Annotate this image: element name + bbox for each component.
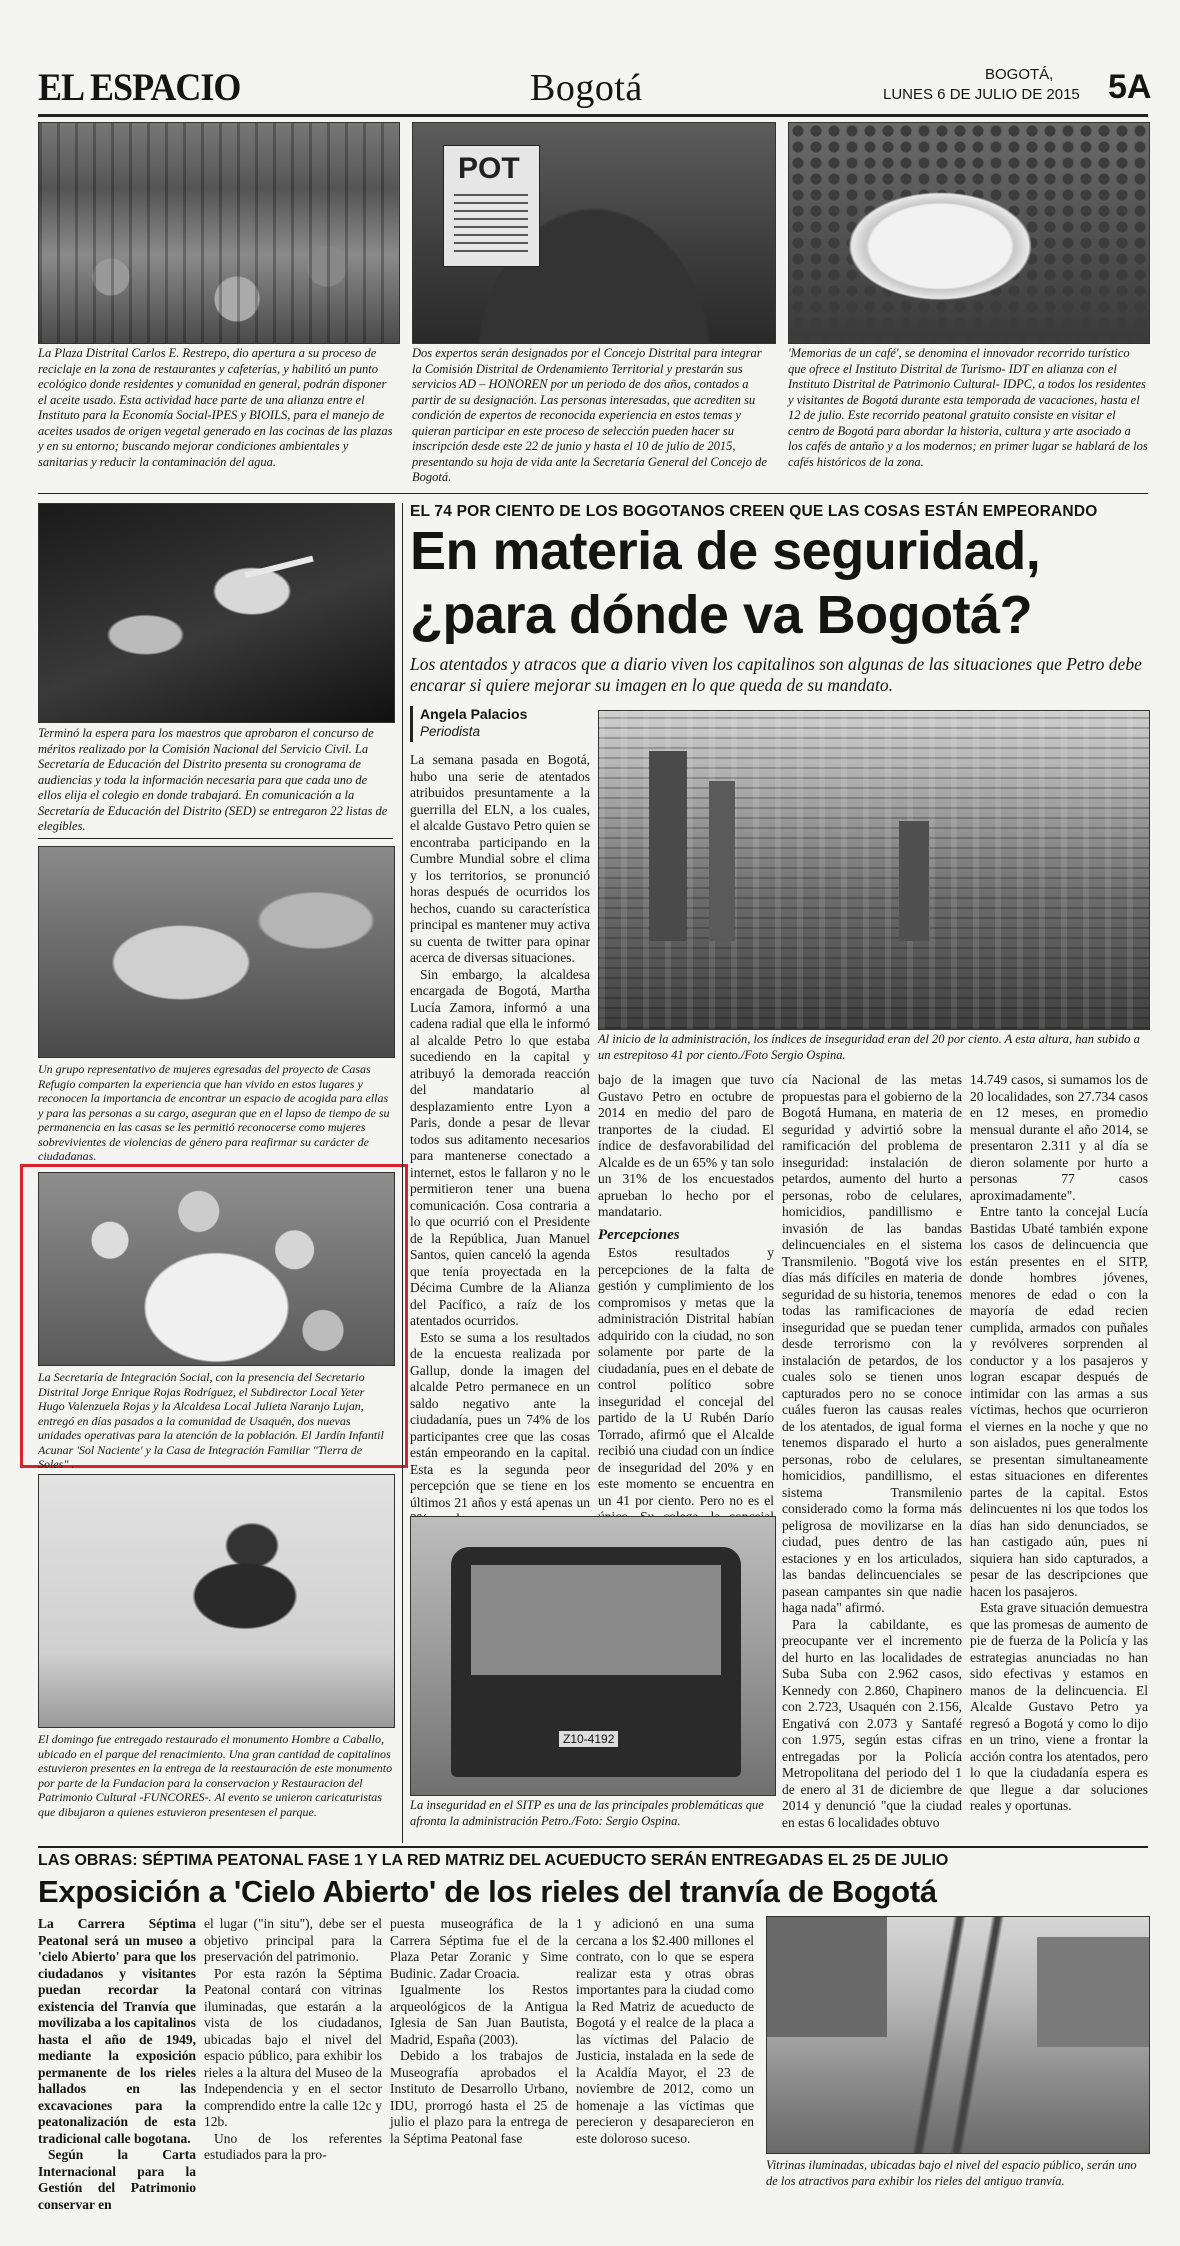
bottom-col2-para1: el lugar ("in situ"), debe ser el objetivo principal para la preservación del patrimonio. bbox=[204, 1916, 382, 1964]
main-column-2 bbox=[598, 1072, 774, 1508]
dateline-date: LUNES 6 DE JULIO DE 2015 bbox=[883, 86, 1080, 103]
teachers-photo bbox=[38, 503, 395, 723]
bottom-kicker: LAS OBRAS: SÉPTIMA PEATONAL FASE 1 Y LA RED MATRIZ DEL ACUEDUCTO SERÁN ENTREGADAS EL 25 DE JULIO bbox=[38, 1852, 949, 1869]
dateline-city: BOGOTÁ, bbox=[985, 66, 1054, 83]
bottom-column-1 bbox=[38, 1916, 196, 2216]
main-col1-para1: La semana pasada en Bogotá, hubo una serie de atentados atribuidos presuntamente a la guerrilla del ELN, a los cuales, el alcalde Gustavo Petro quien se encontraba participando en la Cumbre Mundial sobre el clima y los territorios, se pronunció horas después de ocurridos los hechos, cuando su característica principal es mantener muy activa su cuenta de twitter para opinar acerca de diversas situaciones. bbox=[410, 752, 590, 965]
tram-caption: Vitrinas iluminadas, ubicadas bajo el nivel del espacio público, serán uno de los atractivos para exhibir los rieles del antiguo tranvía. bbox=[766, 2158, 1137, 2188]
main-col2-para1: bajo de la imagen que tuvo Gustavo Petro en octubre de 2014 en medio del paro de tranportes de la ciudad. El índice de desfavorabilidad del Alcalde es de un 65% y tan solo un 31% de los encuestados aprueban lo hecho por el mandatario. bbox=[598, 1072, 774, 1219]
coffee-caption: 'Memorias de un café', se denomina el innovador recorrido turístico que ofrece el Instituto Distrital de Turismo- IDT en alianza con el Instituto Distrital de Patrimonio Cultural- IDPC, a todos los residentes y visitantes de Bogotá durante esta temporada de vacaciones, hasta el 12 de julio. Este recorrido peatonal gratuito consiste en visitar el centro de Bogotá para abordar la historia, cultura y arte asociado a los cafés de antaño y a los modernos; en primer lugar se hablará de los cafés históricos de la zona. bbox=[788, 346, 1148, 469]
bottom-column-3 bbox=[390, 1916, 568, 2216]
page-number: 5A bbox=[1108, 68, 1152, 106]
main-column-1 bbox=[410, 752, 590, 1512]
pot-banner bbox=[443, 145, 540, 267]
statue-photo bbox=[38, 1474, 395, 1728]
bus-photo bbox=[410, 1516, 776, 1796]
bottom-col1-para1: La Carrera Séptima Peatonal será un museo a 'cielo Abierto' para que los ciudadanos y visitantes puedan recordar la existencia del Tranvía que movilizaba a los capitalinos hasta el año de 1949, mediante la exposición permanente de los rieles hallados en las excavaciones para la peatonalización de esta tradicional calle bogotana. bbox=[38, 1916, 196, 2146]
main-column-3 bbox=[782, 1072, 962, 1842]
women-caption: Un grupo representativo de mujeres egresadas del proyecto de Casas Refugio comparten la experiencia que han vivido en estos lugares y reconocen la importancia de encontrar un espacio de acogida para ellas y para las personas a su cargo, aseguran que en el lapso de tiempo de su permanencia en las casas se les permitió reconocerse como mujeres sobrevivientes de violencias de género para reafirmar su carácter de ciudadanas. bbox=[38, 1062, 390, 1163]
masthead-rule bbox=[38, 114, 1148, 117]
bottom-column-4 bbox=[576, 1916, 754, 2216]
tram-rails-photo bbox=[766, 1916, 1150, 2154]
main-headline-line2: ¿para dónde va Bogotá? bbox=[410, 585, 1033, 645]
statue-caption: El domingo fue entregado restaurado el monumento Hombre a Caballo, ubicado en el parque del renacimiento. Una gran cantidad de capitalinos estuvieron presentes en la entrega de la reestauración de este monumento por parte de la Fundacion para la conservacion y Restauracion del Patrimonio Cultural -FUNCORES-. Al evento se unieron caricaturistas que dibujaron a quienes estuvieron presentesen el parque. bbox=[38, 1732, 393, 1819]
bottom-col4-para1: 1 y adicionó en una suma cercana a los $2.400 millones el contrato, con lo que se espera realizar esta y otras obras importantes para la ciudad como la Red Matriz de acueducto de Bogotá y el realce de la placa a las víctimas del Palacio de Justicia, instalada en la sede de la Acaldía Mayor, el 23 de noviembre de 2012, como un homenaje a las víctimas que perecieron y desaparecieron en este doloroso suceso. bbox=[576, 1916, 754, 2146]
main-col4-para3: Esta grave situación demuestra que las promesas de aumento de pie de fuerza de la Policía y las estrategias anunciadas no han sido efectivas y estamos en manos de la delincuencia. El Alcalde Gustavo Petro ya regresó a Bogotá y como lo dijo en un trino, viene a frontar la acción contra los atentados, pero lo que la ciudadanía espera es que llegue a dar soluciones reales y oportunas. bbox=[970, 1600, 1148, 1813]
teachers-caption: Terminó la espera para los maestros que aprobaron el concurso de méritos realizado por la Comisión Nacional del Servicio Civil. La Secretaría de Educación del Distrito presenta su cronograma de audiencias y toda la información necesaria para que cada uno de ellos elija el colegio en donde trabajará. En comunicación a la Secretaría de Educación del Distrito (SED) se entregaron 22 listas de elegibles. bbox=[38, 726, 388, 833]
top-row-rule bbox=[38, 493, 1148, 494]
market-caption: La Plaza Distrital Carlos E. Restrepo, dio apertura a su proceso de reciclaje en la zona de restaurantes y cafeterías, y habilitó un punto ecológico donde residentes y comunidad en general, podrán disponer el aceite usado. Esta actividad hace parte de una alianza entre el Instituto para la Economía Social-IPES y BIOILS, para el manejo de aceites usados de origen vegetal generado en las cocinas de las plazas y en su entorno; buscando mejorar condiciones ambientales y sanitarias y reducir la contaminación del agua. bbox=[38, 346, 393, 469]
author-name: Angela Palacios bbox=[420, 706, 528, 722]
bottom-col1-para2: Según la Carta Internacional para la Gestión del Patrimonio conservar en bbox=[38, 2147, 196, 2212]
main-col1-para3: Esto se suma a los resultados de la encuesta realizada por Gallup, donde la imagen del alcalde Petro permanece en un saldo negativo ante la ciudadanía, pues un 74% de los participantes cree que las cosas están empeorando en la capital. Esta es la segunda peor percepción que se tiene en los últimos 21 años y está apenas un bbox=[410, 1329, 590, 1510]
bus-caption: La inseguridad en el SITP es una de las principales problemáticas que afronta la administración Petro./Foto: Sergio Ospina. bbox=[410, 1798, 764, 1828]
main-kicker: EL 74 POR CIENTO DE LOS BOGOTANOS CREEN QUE LAS COSAS ESTÁN EMPEORANDO bbox=[410, 503, 1098, 520]
author-role: Periodista bbox=[420, 724, 481, 739]
main-column-4 bbox=[970, 1072, 1148, 1842]
market-photo bbox=[38, 122, 400, 344]
city-skyline-photo bbox=[598, 710, 1150, 1030]
section-title: Bogotá bbox=[530, 67, 643, 109]
women-photo bbox=[38, 846, 395, 1058]
pot-caption: Dos expertos serán designados por el Concejo Distrital para integrar la Comisión Distrital de Ordenamiento Territorial y prestarán sus servicios AD – HONOREN por un periodo de dos años, contados a partir de su designación. Las personas interesadas, que acrediten su condición de expertos de reconocida experiencia en estos temas y quieran participar en este proceso de selección pueden hacer su inscripción desde este 22 de junio y hasta el 10 de julio de 2015, presentando su hoja de vida ante la Secretaría General del Concejo de Bogotá. bbox=[412, 346, 767, 484]
bottom-col2-para3: Uno de los referentes estudiados para la pro- bbox=[204, 2130, 382, 2162]
coffee-photo bbox=[788, 122, 1150, 344]
bottom-col3-para3: Debido a los trabajos de Museografía aprobados el Instituto de Desarrollo Urbano, IDU, prorrogó hasta el 25 de julio el plazo para la entrega de la Séptima Peatonal fase bbox=[390, 2048, 568, 2146]
main-col3-para2: Para la cabildante, es preocupante ver el incremento del hurto en las localidades de Suba Suba con 2.962 casos, Kennedy con 2.860, Chapinero con 2.723, Usaquén con 2.156, Engativá con 2.073 y Santafé con 1.975, según estas cifras entregadas por la Policía Metropolitana del periodo del 1 de enero al 31 de diciembre de 2014 y denunció "que la ciudad en estas 6 localidades obtuvo bbox=[782, 1616, 962, 1830]
bottom-col3-para2: Igualmente los Restos arqueológicos de la Antigua Iglesia de San Juan Bautista, Madrid, España (2003). bbox=[390, 1982, 568, 2047]
bottom-col2-para2: Por esta razón la Séptima Peatonal contará con vitrinas iluminadas, que estarán a la vista de los ciudadanos, ubicadas bajo el nivel del espacio público, para exhibir los rieles a la altura del Museo de la Independencia y en el sector comprendido entre la calle 12c y 12b. bbox=[204, 1965, 382, 2129]
integration-caption: La Secretaría de Integración Social, con la presencia del Secretario Distrital Jorge Enrique Rojas Rodríguez, el Subdirector Local Yeter Hugo Valenzuela Rojas y la Alcaldesa Local Julieta Naranjo Lujan, entregó en días pasados a la comunidad de Usaquén, dos nuevas unidades operativas para la atención de la población. El Jardín Infantil Acunar 'Sol Naciente' y la Casa de Integración Familiar "Tierra de Soles" . bbox=[38, 1370, 384, 1471]
paper-name: EL ESPACIO bbox=[38, 65, 241, 109]
kids-photo bbox=[38, 1172, 395, 1366]
bottom-headline: Exposición a 'Cielo Abierto' de los rieles del tranvía de Bogotá bbox=[38, 1874, 937, 1909]
bottom-column-2 bbox=[204, 1916, 382, 2216]
pot-sign-text: POT bbox=[458, 152, 520, 185]
subhead-percepciones: Percepciones bbox=[598, 1226, 680, 1243]
bottom-section-rule bbox=[38, 1846, 1148, 1848]
main-col4-para2: Entre tanto la concejal Lucía Bastidas Ubaté también expone los casos de delincuencia que están presentes en el SITP, donde hombres jóvenes, menores de edad o con la mayoría de edad recien cumplida, armados con puñales y revólveres sorprenden al conductor y a los pasajeros y logran escapar después de intimidar con las armas a sus víctimas, hechos que ocurrieron el viernes en la noche y que no son aislados, pues generalmente se presentan simultaneamente estas situaciones en diferentes partes de la capital. Estos delincuentes ni los que todos los días han sido denunciados, se han castigado aún, pues ni siquiera han sido capturados, a pesar de las descripciones que hacen los pasajeros. bbox=[970, 1204, 1148, 1599]
main-col3-para1: cía Nacional de las metas propuestas para el gobierno de la Bogotá Humana, en materia de seguridad y advirtió sobre la ramificación del problema de inseguridad: instalación de petardos, aumento del hurto a personas, robo de celulares, homicidios, pandillismo e invasión de las bandas delincuenciales en el sistema Transmilenio. "Bogotá vive los días más difíciles en materia de seguridad de su historia, tenemos todas las ramificaciones de inseguridad que se puedan tener desde terrorismo con la instalación de petardos, de los cuales solo se tienen unos capturados pero no se conoce cuáles fueron las causas reales de los atentados, de igual forma tenemos disparado el hurto a personas, robo de celulares, homicidios, pandillismo, el sistema Transmilenio considerado como la forma más peligrosa de movilizarse en la ciudad, pues dentro de las estaciones y en los articulados, las bandas delincuenciales se pasean campantes sin que nadie haga nada" afirmó. bbox=[782, 1072, 962, 1615]
main-col1-para2: Sin embargo, la alcaldesa encargada de Bogotá, Martha Lucía Zamora, informó a una cadena radial que ella le informó al alcalde Petro lo que estaba sucediendo en la capital y atribuyó la demorada reacción del mandatario al desplazamiento entre Lyon a Paris, donde a pesar de llevar todos sus aditamento necesarios para mantenerse conectado a internet, estos le fallaron y no le permitieron tener una buena comunicación. Cosa contraria a lo que ocurrió con el Presidente de la República, Juan Manuel Santos, quien canceló la agenda que tenía proyectada en la Décima Cumbre de la Alianza del Pacífico, a raíz de los atentados ocurridos. bbox=[410, 966, 590, 1328]
main-col4-para1: 14.749 casos, si sumamos los de 20 localidades, son 27.734 casos en 12 meses, en promedio mensual durante el año 2014, se presentaron 2.311 y al día se dieron solamente por hurto a personas 77 casos aproximadamente". bbox=[970, 1072, 1148, 1203]
main-headline-line1: En materia de seguridad, bbox=[410, 521, 1041, 581]
left-column-rule bbox=[402, 503, 403, 1843]
city-caption: Al inicio de la administración, los índices de inseguridad eran del 20 por ciento. A esta altura, han subido a un estrepitoso 41 por ciento./Foto Sergio Ospina. bbox=[598, 1032, 1140, 1062]
main-col2-para2: Estos resultados y percepciones de la falta de gestión y cumplimiento de los compromisos y metas que la administración Distrital habían adquirido con la ciudad, no son solamente por parte de la ciudadanía, pues en el debate de control político sobre inseguridad el concejal del partido de la U Rubén Darío Torrado, afirmó que el Alcalde recibió una ciudad con un índice de inseguridad del 20% y en este momento se encuentra en un 41 por ciento. Pero no es el bbox=[598, 1245, 774, 1508]
bus-plate: Z10-4192 bbox=[559, 1731, 618, 1747]
bottom-col3-para1: puesta museográfica de la Carrera Séptima fue el de la Plaza Petar Zoranic y Sime Budinic. Zadar Croacia. bbox=[390, 1916, 568, 1981]
main-deck: Los atentados y atracos que a diario viven los capitalinos son algunas de las situaciones que Petro debe encarar si quiere mejorar su imagen en lo que queda de su mandato. bbox=[410, 654, 1142, 695]
pot-photo bbox=[412, 122, 776, 344]
